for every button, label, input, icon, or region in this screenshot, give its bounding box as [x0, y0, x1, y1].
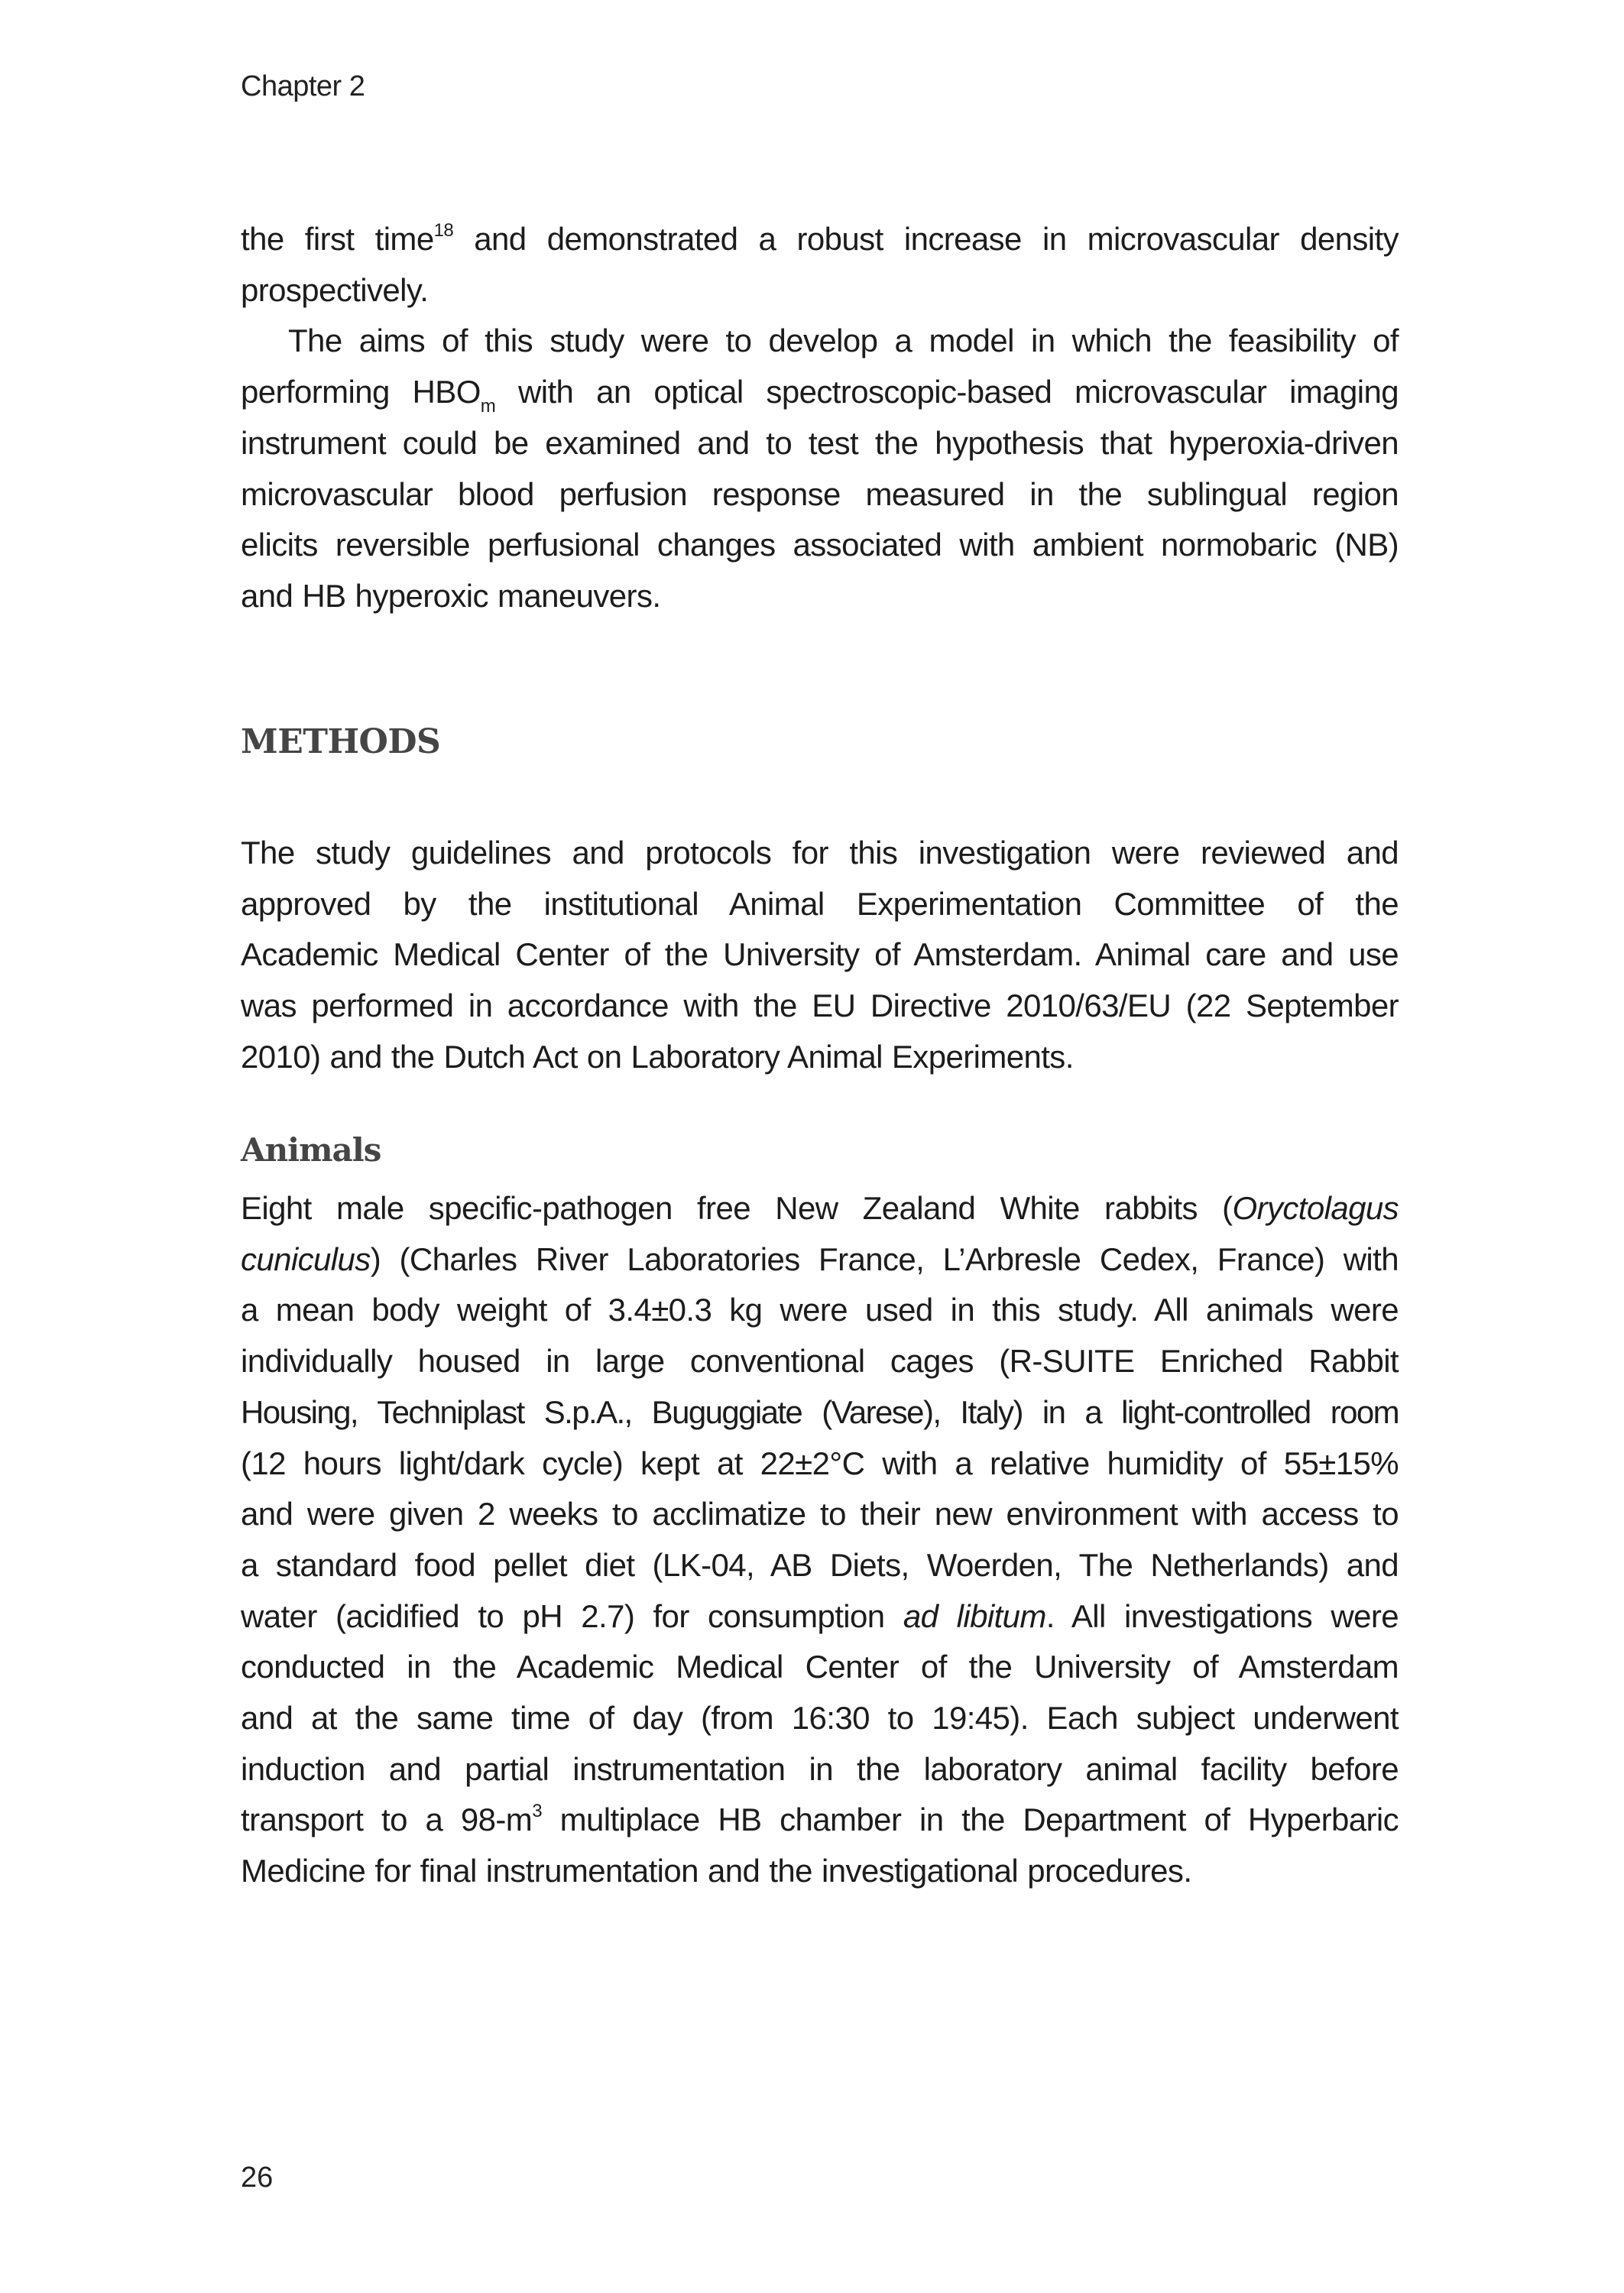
text-line: prospectively.	[241, 271, 429, 308]
text-span: Eight male specific-pathogen free New Zealand White rabbits (	[241, 1190, 1233, 1226]
text-line: Housing, Techniplast S.p.A., Buguggiate (Varese), Italy) in a light-controlled room	[241, 1393, 1399, 1430]
methods-paragraph	[241, 828, 1399, 1083]
text-line: induction and partial instrumentation in the laboratory animal facility before	[241, 1750, 1399, 1787]
text-line: and HB hyperoxic maneuvers.	[241, 577, 661, 614]
text-line: and were given 2 weeks to acclimatize to their new environment with access to	[241, 1496, 1399, 1532]
text-line: approved by the institutional Animal Experimentation Committee of the	[241, 885, 1399, 922]
text-line	[241, 214, 1399, 265]
text-line	[241, 1234, 1399, 1286]
running-head: Chapter 2	[241, 70, 365, 102]
text-span: transport to a 98-m	[241, 1802, 533, 1838]
text-line: microvascular blood perfusion response measured in the sublingual region	[241, 475, 1399, 512]
text-span: multiplace HB chamber in the Department of Hyperbaric	[541, 1802, 1399, 1838]
text-line: Medicine for final instrumentation and the investigational procedures.	[241, 1853, 1192, 1889]
text-span: the first time	[241, 221, 434, 257]
text-line: was performed in accordance with the EU Directive 2010/63/EU (22 September	[241, 988, 1399, 1024]
italic-species-name: Oryctolagus	[1232, 1190, 1399, 1226]
text-span: and demonstrated a robust increase in microvascular density	[453, 221, 1399, 257]
text-line: The study guidelines and protocols for this investigation were reviewed and	[241, 835, 1399, 871]
subscript: m	[480, 396, 496, 417]
text-line: Academic Medical Center of the University of Amsterdam. Animal care and use	[241, 936, 1399, 973]
text-span: performing HBO	[241, 374, 481, 410]
text-line: conducted in the Academic Medical Center of the University of Amsterdam	[241, 1649, 1399, 1685]
text-line: a standard food pellet diet (LK-04, AB Diets, Woerden, The Netherlands) and	[241, 1546, 1399, 1583]
text-line: 2010) and the Dutch Act on Laboratory Animal Experiments.	[241, 1038, 1074, 1075]
text-span: ) (Charles River Laboratories France, L’Arbresle Cedex, France) with	[370, 1241, 1399, 1277]
text-line: and at the same time of day (from 16:30 to 19:45). Each subject underwent	[241, 1700, 1399, 1737]
text-line: a mean body weight of 3.4±0.3 kg were used in this study. All animals were	[241, 1292, 1399, 1328]
subsection-heading-animals: Animals	[241, 1131, 381, 1169]
intro-paragraphs	[241, 214, 1399, 622]
text-line: (12 hours light/dark cycle) kept at 22±2°C with a relative humidity of 55±15%	[241, 1445, 1399, 1481]
text-span: with an optical spectroscopic-based microvascular imaging	[495, 374, 1399, 410]
text-line: elicits reversible perfusional changes associated with ambient normobaric (NB)	[241, 527, 1399, 563]
animals-paragraph	[241, 1183, 1399, 1897]
italic-phrase: ad libitum	[903, 1597, 1046, 1634]
italic-species-name: cuniculus	[241, 1241, 371, 1277]
superscript: 3	[532, 1801, 542, 1822]
citation-superscript: 18	[433, 220, 454, 241]
text-line	[241, 1183, 1399, 1234]
text-line	[241, 1591, 1399, 1643]
text-line	[241, 1795, 1399, 1846]
page-number: 26	[241, 2162, 274, 2194]
text-line: The aims of this study were to develop a model in which the feasibility of	[288, 323, 1399, 359]
text-line: individually housed in large conventional cages (R-SUITE Enriched Rabbit	[241, 1343, 1399, 1380]
text-line: instrument could be examined and to test the hypothesis that hyperoxia-driven	[241, 424, 1399, 461]
section-heading-methods: METHODS	[241, 722, 441, 761]
text-span: . All investigations were	[1045, 1597, 1399, 1634]
text-span: water (acidified to pH 2.7) for consumption	[241, 1597, 903, 1634]
text-line	[241, 367, 1399, 418]
